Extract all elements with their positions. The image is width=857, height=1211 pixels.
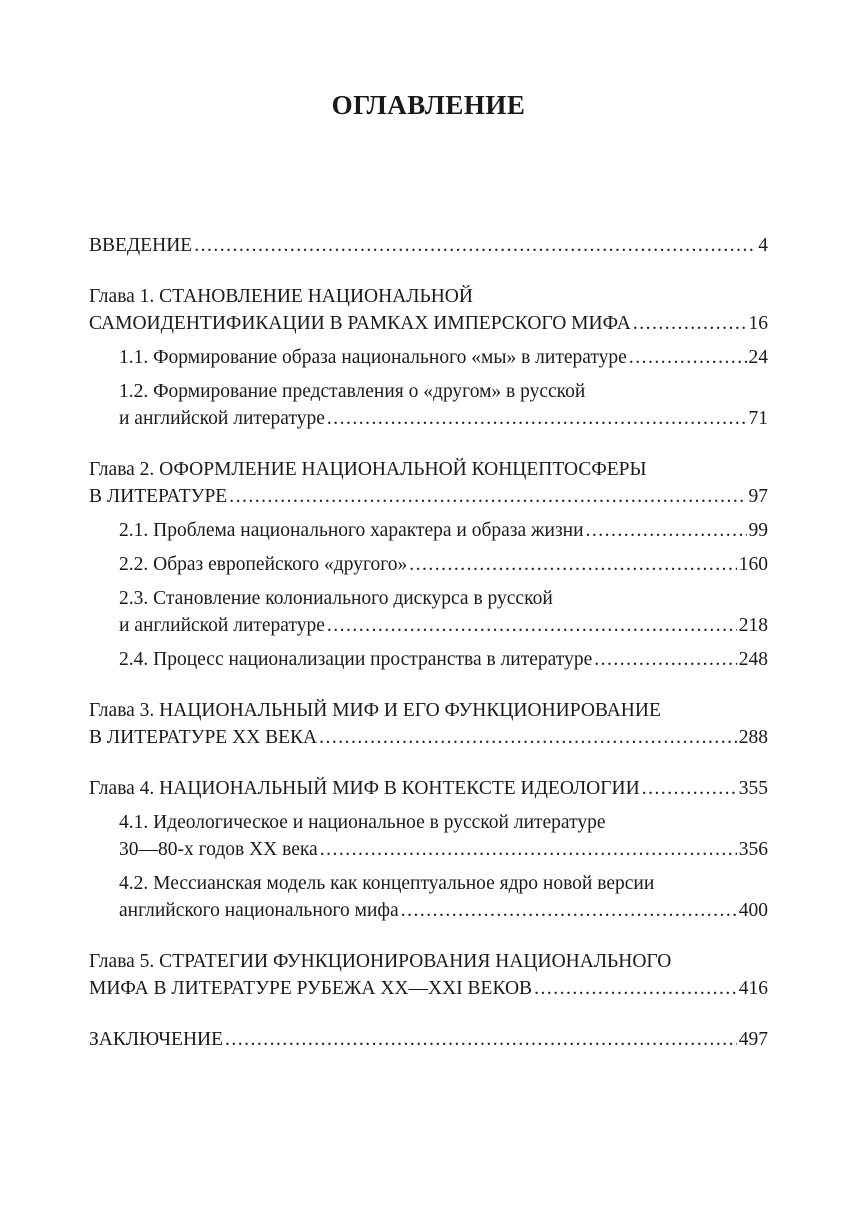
toc-chapter-entry[interactable]	[89, 697, 768, 751]
dot-leader	[594, 646, 737, 673]
toc-page-number: 355	[738, 778, 768, 799]
toc-entry-title: 2.4. Процесс национализации пространства в литературе	[119, 649, 593, 670]
dot-leader	[320, 836, 737, 863]
toc-spacer	[89, 578, 768, 585]
toc-page-number: 218	[738, 615, 768, 636]
toc-entry-line	[119, 344, 768, 371]
toc-entry-line	[89, 283, 768, 310]
dot-leader	[319, 724, 737, 751]
dot-leader	[633, 310, 747, 337]
toc-spacer	[89, 751, 768, 775]
toc-entry-line	[119, 517, 768, 544]
toc-subsection-entry[interactable]	[89, 551, 768, 578]
toc-page-number: 416	[738, 978, 768, 999]
toc-entry-line	[89, 483, 768, 510]
toc-entry-title: Глава 4. НАЦИОНАЛЬНЫЙ МИФ В КОНТЕКСТЕ ИДЕОЛОГИИ	[89, 778, 640, 799]
toc-entry-title: 4.1. Идеологическое и национальное в русской литературе	[119, 812, 606, 833]
dot-leader	[225, 1026, 737, 1053]
toc-spacer	[89, 432, 768, 456]
toc-subsection-entry[interactable]	[89, 344, 768, 371]
toc-entry-line	[119, 809, 768, 836]
toc-entry-title: 1.1. Формирование образа национального «мы» в литературе	[119, 347, 627, 368]
toc-subsection-entry[interactable]	[89, 809, 768, 863]
toc-entry-line	[119, 612, 768, 639]
dot-leader	[327, 612, 737, 639]
toc-entry-title: Глава 5. СТРАТЕГИИ ФУНКЦИОНИРОВАНИЯ НАЦИОНАЛЬНОГО	[89, 951, 672, 972]
toc-entry-line	[119, 836, 768, 863]
toc-spacer	[89, 673, 768, 697]
toc-entry-title: В ЛИТЕРАТУРЕ XX ВЕКА	[89, 727, 318, 748]
toc-entry-line	[119, 378, 768, 405]
toc-subsection-entry[interactable]	[89, 378, 768, 432]
dot-leader	[401, 897, 737, 924]
toc-entry-line	[89, 310, 768, 337]
toc-spacer	[89, 924, 768, 948]
toc-entry-line	[119, 870, 768, 897]
toc-subsection-entry[interactable]	[89, 870, 768, 924]
toc-entry-title: МИФА В ЛИТЕРАТУРЕ РУБЕЖА XX—XXI ВЕКОВ	[89, 978, 533, 999]
toc-chapter-entry[interactable]	[89, 232, 768, 259]
page-title: ОГЛАВЛЕНИЕ	[331, 90, 526, 120]
toc-entry-title: ВВЕДЕНИЕ	[89, 235, 193, 256]
toc-entry-line	[89, 775, 768, 802]
toc-entry-line	[89, 1026, 768, 1053]
toc-entry-title: 4.2. Мессианская модель как концептуальное ядро новой версии	[119, 873, 655, 894]
dot-leader	[194, 232, 756, 259]
toc-page-number: 24	[748, 347, 768, 368]
toc-entry-line	[119, 646, 768, 673]
toc-entry-title: и английской литературе	[119, 408, 325, 429]
toc-entry-title: английского национального мифа	[119, 900, 399, 921]
toc-entry-title: 1.2. Формирование представления о «другом» в русской	[119, 381, 586, 402]
toc-entry-line	[89, 948, 768, 975]
toc-page-number: 356	[738, 839, 768, 860]
toc-spacer	[89, 371, 768, 378]
toc-entry-line	[89, 697, 768, 724]
toc-subsection-entry[interactable]	[89, 517, 768, 544]
toc-entry-line	[119, 897, 768, 924]
toc-entry-line	[89, 232, 768, 259]
toc-entry-line	[119, 551, 768, 578]
dot-leader	[409, 551, 737, 578]
toc-chapter-entry[interactable]	[89, 283, 768, 337]
toc-spacer	[89, 1002, 768, 1026]
toc-page-number: 71	[748, 408, 768, 429]
toc-page-number: 248	[738, 649, 768, 670]
toc-page-number: 16	[748, 313, 768, 334]
toc-entry-line	[119, 585, 768, 612]
toc-spacer	[89, 863, 768, 870]
dot-leader	[327, 405, 747, 432]
toc-entry-title: 2.1. Проблема национального характера и образа жизни	[119, 520, 584, 541]
toc-spacer	[89, 802, 768, 809]
toc-entry-title: В ЛИТЕРАТУРЕ	[89, 486, 228, 507]
toc-entry-title: ЗАКЛЮЧЕНИЕ	[89, 1029, 224, 1050]
toc-page-number: 4	[758, 235, 768, 256]
dot-leader	[642, 775, 737, 802]
toc-page-number: 97	[748, 486, 768, 507]
toc-chapter-entry[interactable]	[89, 456, 768, 510]
table-of-contents	[89, 232, 768, 1053]
toc-entry-title: и английской литературе	[119, 615, 325, 636]
toc-spacer	[89, 544, 768, 551]
toc-entry-title: САМОИДЕНТИФИКАЦИИ В РАМКАХ ИМПЕРСКОГО МИФА	[89, 313, 631, 334]
toc-entry-line	[119, 405, 768, 432]
toc-spacer	[89, 337, 768, 344]
toc-page-number: 497	[738, 1029, 768, 1050]
dot-leader	[629, 344, 747, 371]
toc-page-number: 99	[748, 520, 768, 541]
toc-entry-title: 30—80-х годов XX века	[119, 839, 318, 860]
toc-page-number: 288	[738, 727, 768, 748]
toc-entry-title: 2.3. Становление колониального дискурса в русской	[119, 588, 553, 609]
toc-entry-title: Глава 1. СТАНОВЛЕНИЕ НАЦИОНАЛЬНОЙ	[89, 286, 473, 307]
toc-page-number: 400	[738, 900, 768, 921]
toc-subsection-entry[interactable]	[89, 585, 768, 639]
toc-entry-title: Глава 2. ОФОРМЛЕНИЕ НАЦИОНАЛЬНОЙ КОНЦЕПТОСФЕРЫ	[89, 459, 647, 480]
toc-entry-line	[89, 724, 768, 751]
toc-entry-title: Глава 3. НАЦИОНАЛЬНЫЙ МИФ И ЕГО ФУНКЦИОНИРОВАНИЕ	[89, 700, 661, 721]
toc-subsection-entry[interactable]	[89, 646, 768, 673]
toc-chapter-entry[interactable]	[89, 948, 768, 1002]
toc-chapter-entry[interactable]	[89, 1026, 768, 1053]
dot-leader	[534, 975, 737, 1002]
toc-spacer	[89, 639, 768, 646]
toc-spacer	[89, 259, 768, 283]
toc-spacer	[89, 510, 768, 517]
toc-chapter-entry[interactable]	[89, 775, 768, 802]
toc-page-number: 160	[738, 554, 768, 575]
toc-entry-title: 2.2. Образ европейского «другого»	[119, 554, 408, 575]
toc-entry-line	[89, 456, 768, 483]
toc-entry-line	[89, 975, 768, 1002]
dot-leader	[229, 483, 746, 510]
dot-leader	[586, 517, 747, 544]
